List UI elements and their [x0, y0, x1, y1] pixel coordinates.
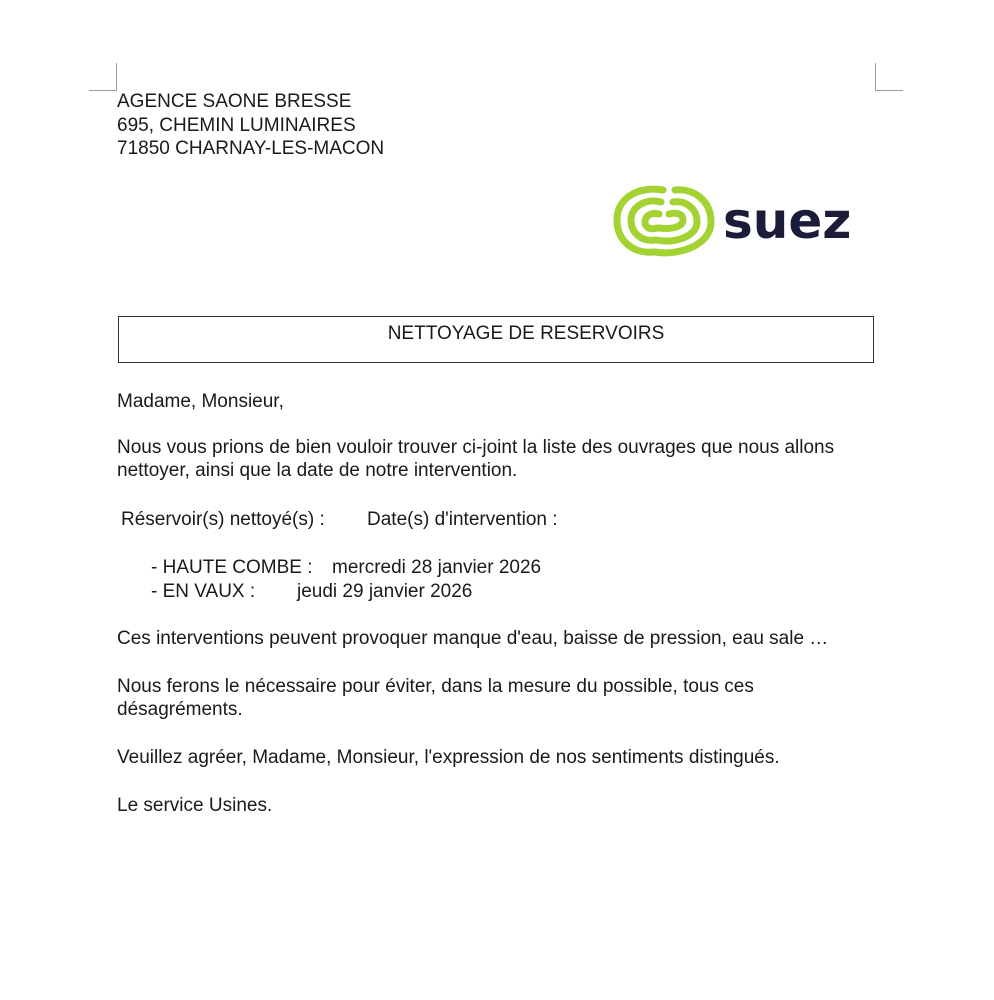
warning-text: Ces interventions peuvent provoquer manque d'eau, baisse de pression, eau sale … [117, 628, 829, 649]
sender-address [117, 90, 384, 161]
column-header-date: Date(s) d'intervention : [367, 509, 558, 530]
address-line-2: 695, CHEMIN LUMINAIRES [117, 114, 356, 136]
closing-formula: Veuillez agréer, Madame, Monsieur, l'expression de nos sentiments distingués. [117, 747, 780, 768]
intro-line-1: Nous vous prions de bien vouloir trouver ci-joint la liste des ouvrages que nous allons [117, 437, 835, 458]
reservoir-name-1: - HAUTE COMBE : [151, 557, 313, 578]
salutation: Madame, Monsieur, [117, 391, 284, 412]
reservoir-name-2: - EN VAUX : [151, 581, 256, 602]
reservoir-date-1: mercredi 28 janvier 2026 [332, 557, 542, 578]
subject-title: NETTOYAGE DE RESERVOIRS [387, 323, 665, 344]
intro-line-2: nettoyer, ainsi que la date de notre intervention. [117, 460, 518, 481]
address-line-3: 71850 CHARNAY-LES-MACON [117, 138, 385, 159]
mitigation-line-1: Nous ferons le nécessaire pour éviter, dans la mesure du possible, tous ces [117, 676, 754, 697]
signature: Le service Usines. [117, 795, 273, 816]
suez-swirl-icon [617, 189, 711, 253]
address-line-1: AGENCE SAONE BRESSE [117, 91, 352, 112]
crop-mark-top-left [89, 63, 117, 91]
reservoir-date-2: jeudi 29 janvier 2026 [297, 581, 473, 602]
column-header-reservoir: Réservoir(s) nettoyé(s) : [121, 509, 325, 530]
crop-mark-top-right [875, 63, 903, 91]
mitigation-line-2: désagréments. [117, 699, 243, 720]
suez-logo [611, 180, 867, 262]
suez-wordmark: suez [723, 192, 852, 250]
subject-box [118, 316, 874, 363]
